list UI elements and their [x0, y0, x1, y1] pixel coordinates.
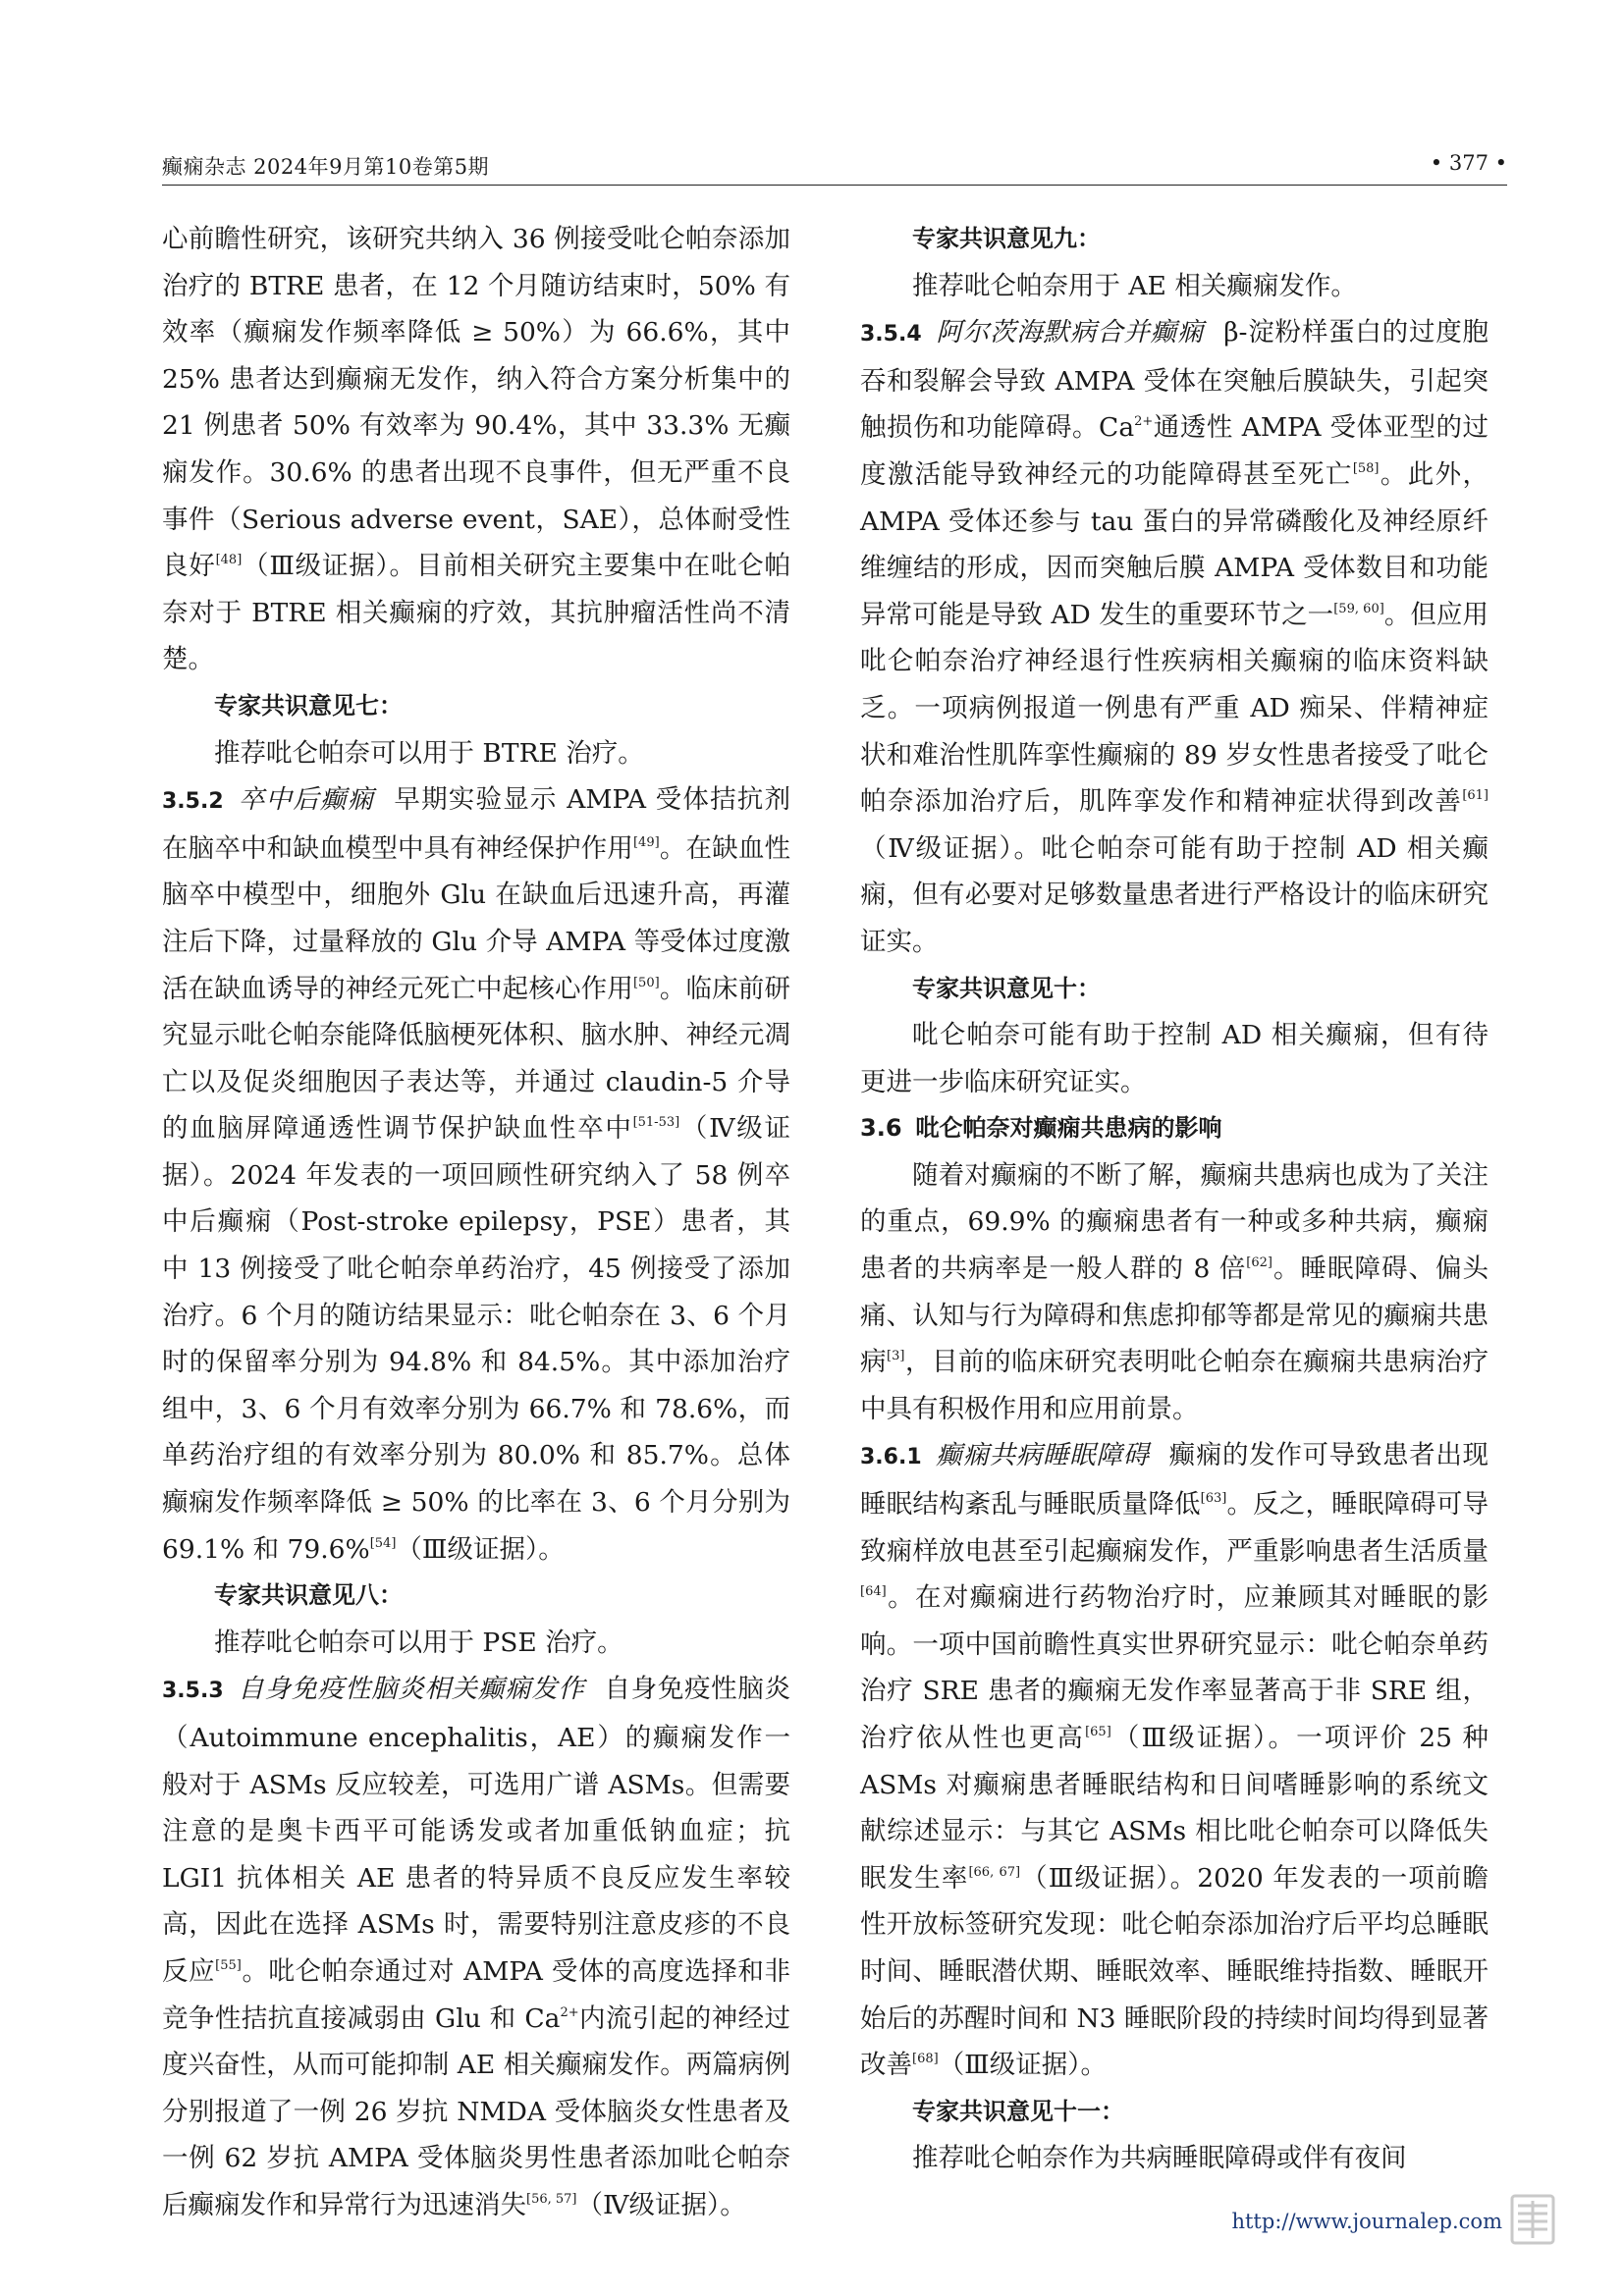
- expert-opinion-7-title: 专家共识意见七：: [214, 691, 403, 720]
- section-3-6-text: 随着对癫痫的不断了解，癫痫共患病也成为了关注的重点，69.9% 的癫痫患者有一种或多种共病，癫痫患者的共病率是一般人群的 8 倍[62]。睡眠障碍、偏头痛、认知与行为障碍和焦虑抑郁等都是常见的癫痫共患病[3]，目前的临床研究表明吡仑帕奈在癫痫共患病治疗中具有积极作用和应用前景。: [860, 1159, 1489, 1424]
- expert-opinion-9-text: 推荐吡仑帕奈用于 AE 相关癫痫发作。: [912, 270, 1357, 301]
- section-title: 卒中后癫痫: [237, 784, 375, 816]
- citation[interactable]: [59, 60]: [1333, 601, 1384, 616]
- section-3-6-1: 3.6.1 癫痫共病睡眠障碍 癫痫的发作可导致患者出现睡眠结构紊乱与睡眠质量降低[63]。反之，睡眠障碍可导致痫样放电甚至引起癫痫发作，严重影响患者生活质量[64]。在对癫痫进行药物治疗时，应兼顾其对睡眠的影响。一项中国前瞻性真实世界研究显示：吡仑帕奈单药治疗 SRE 患者的癫痫无发作率显著高于非 SRE 组，治疗依从性也更高[65]（Ⅲ级证据）。一项评价 25 种 ASMs 对癫痫患者睡眠结构和日间嗜睡影响的系统文献综述显示：与其它 ASMs 相比吡仑帕奈可以降低失眠发生率[66, 67]（Ⅲ级证据）。2020 年发表的一项前瞻性开放标签研究发现：吡仑帕奈添加治疗后平均总睡眠时间、睡眠潜伏期、睡眠效率、睡眠维持指数、睡眠开始后的苏醒时间和 N3 睡眠阶段的持续时间均得到显著改善[68]（Ⅲ级证据）。: [860, 1440, 1489, 2081]
- expert-opinion-9-title: 专家共识意见九：: [912, 225, 1101, 252]
- section-number: 3.5.4: [860, 322, 922, 347]
- section-title: 癫痫共病睡眠障碍: [935, 1440, 1150, 1471]
- citation[interactable]: [65]: [1085, 1725, 1111, 1739]
- journal-logo-icon: [1508, 2193, 1557, 2246]
- right-column: [860, 216, 1489, 2182]
- citation[interactable]: [48]: [215, 553, 243, 568]
- expert-opinion-10-text: 吡仑帕奈可能有助于控制 AD 相关癫痫，但有待更进一步临床研究证实。: [860, 1020, 1489, 1097]
- section-number: 3.6.1: [860, 1445, 922, 1470]
- citation[interactable]: [63]: [1200, 1491, 1227, 1507]
- citation[interactable]: [61]: [1462, 788, 1489, 804]
- expert-opinion-11-title: 专家共识意见十一：: [912, 2097, 1124, 2125]
- citation[interactable]: [50]: [632, 975, 660, 990]
- citation[interactable]: [51-53]: [632, 1115, 680, 1131]
- citation[interactable]: [54]: [369, 1535, 397, 1551]
- left-column: [162, 216, 790, 2229]
- journal-title: 癫痫杂志 2024年9月第10卷第5期: [162, 155, 490, 179]
- expert-opinion-10-title: 专家共识意见十：: [912, 974, 1101, 1002]
- citation[interactable]: [68]: [912, 2052, 939, 2067]
- expert-opinion-11-text: 推荐吡仑帕奈作为共病睡眠障碍或伴有夜间: [912, 2143, 1407, 2174]
- section-3-6-heading: [860, 1105, 1489, 1152]
- section-3-5-4: 3.5.4 阿尔茨海默病合并癫痫 β-淀粉样蛋白的过度胞吞和裂解会导致 AMPA 受体在突触后膜缺失，引起突触损伤和功能障碍。$Ca^{2+}$通透性 AMPA 受体亚型的过度激活能导致神经元的功能障碍甚至死亡[58]。此外，AMPA 受体还参与 tau 蛋白的异常磷酸化及神经原纤维缠结的形成，因而突触后膜 AMPA 受体数目和功能异常可能是导致 AD 发生的重要环节之一[59, 60]。但应用吡仑帕奈治疗神经退行性疾病相关癫痫的临床资料缺乏。一项病例报道一例患有严重 AD 痴呆、伴精神症状和难治性肌阵挛性癫痫的 89 岁女性患者接受了吡仑帕奈添加治疗后，肌阵挛发作和精神症状得到改善[61]（Ⅳ级证据）。吡仑帕奈可能有助于控制 AD 相关癫痫，但有必要对足够数量患者进行严格设计的临床研究证实。: [860, 317, 1489, 957]
- section-title: 吡仑帕奈对癫痫共患病的影响: [915, 1114, 1222, 1143]
- page-header: [162, 147, 1507, 187]
- section-number: 3.5.2: [162, 789, 224, 815]
- superscript: 2+: [1134, 414, 1154, 430]
- citation[interactable]: [3]: [887, 1349, 905, 1364]
- section-3-5-3: 3.5.3 自身免疫性脑炎相关癫痫发作 自身免疫性脑炎（Autoimmune encephalitis，AE）的癫痫发作一般对于 ASMs 反应较差，可选用广谱 ASMs。但需要注意的是奥卡西平可能诱发或者加重低钠血症；抗 LGI1 抗体相关 AE 患者的特异质不良反应发生率较高，因此在选择 ASMs 时，需要特别注意皮疹的不良反应[55]。吡仑帕奈通过对 AMPA 受体的高度选择和非竞争性拮抗直接减弱由 Glu 和 $Ca^{2+}$内流引起的神经过度兴奋性，从而可能抑制 AE 相关癫痫发作。两篇病例分别报道了一例 26 岁抗 NMDA 受体脑炎女性患者及一例 62 岁抗 AMPA 受体脑炎男性患者添加吡仑帕奈后癫痫发作和异常行为迅速消失[56, 57]（Ⅳ级证据）。: [162, 1674, 791, 2220]
- page-number: • 377 •: [1430, 151, 1507, 175]
- section-number: 3.6: [860, 1114, 902, 1143]
- citation[interactable]: [64]: [860, 1584, 887, 1600]
- expert-opinion-8-text: 推荐吡仑帕奈可以用于 PSE 治疗。: [214, 1627, 623, 1658]
- citation[interactable]: [49]: [632, 834, 660, 850]
- journal-url-link[interactable]: http://www.journalep.com: [1231, 2210, 1502, 2233]
- citation[interactable]: [56, 57]: [526, 2191, 577, 2207]
- citation[interactable]: [58]: [1352, 460, 1380, 476]
- expert-opinion-7-text: 推荐吡仑帕奈可以用于 BTRE 治疗。: [214, 737, 644, 769]
- citation[interactable]: [66, 67]: [968, 1864, 1021, 1880]
- section-title: 自身免疫性脑炎相关癫痫发作: [237, 1674, 585, 1705]
- section-3-5-2: 3.5.2 卒中后癫痫 早期实验显示 AMPA 受体拮抗剂在脑卒中和缺血模型中具有神经保护作用[49]。在缺血性脑卒中模型中，细胞外 Glu 在缺血后迅速升高，再灌注后下降，过量释放的 Glu 介导 AMPA 等受体过度激活在缺血诱导的神经元死亡中起核心作用[50]。临床前研究显示吡仑帕奈能降低脑梗死体积、脑水肿、神经元凋亡以及促炎细胞因子表达等，并通过 claudin-5 介导的血脑屏障通透性调节保护缺血性卒中[51-53]（Ⅳ级证据）。2024 年发表的一项回顾性研究纳入了 58 例卒中后癫痫（Post-stroke epilepsy，PSE）患者，其中 13 例接受了吡仑帕奈单药治疗，45 例接受了添加治疗。6 个月的随访结果显示：吡仑帕奈在 3、6 个月时的保留率分别为 94.8% 和 84.5%。其中添加治疗组中，3、6 个月有效率分别为 66.7% 和 78.6%，而单药治疗组的有效率分别为 80.0% 和 85.7%。总体癫痫发作频率降低 ≥ 50% 的比率在 3、6 个月分别为 69.1% 和 79.6%[54]（Ⅲ级证据）。: [162, 784, 791, 1565]
- expert-opinion-8-title: 专家共识意见八：: [214, 1581, 403, 1610]
- header-rule: [162, 185, 1507, 186]
- citation[interactable]: [55]: [215, 1957, 242, 1973]
- section-number: 3.5.3: [162, 1679, 224, 1704]
- citation[interactable]: [62]: [1246, 1255, 1272, 1271]
- section-title: 阿尔茨海默病合并癫痫: [935, 317, 1205, 348]
- paragraph-btre-study: 心前瞻性研究，该研究共纳入 36 例接受吡仑帕奈添加治疗的 BTRE 患者，在 12 个月随访结束时，50% 有效率（癫痫发作频率降低 ≥ 50%）为 66.6%，其中 25% 患者达到癫痫无发作，纳入符合方案分析集中的 21 例患者 50% 有效率为 90.4%，其中 33.3% 无癫痫发作。30.6% 的患者出现不良事件，但无严重不良事件（Serious adverse event，SAE），总体耐受性良好[48]（Ⅲ级证据）。目前相关研究主要集中在吡仑帕奈对于 BTRE 相关癫痫的疗效，其抗肿瘤活性尚不清楚。: [162, 224, 791, 675]
- superscript: 2+: [560, 2004, 579, 2020]
